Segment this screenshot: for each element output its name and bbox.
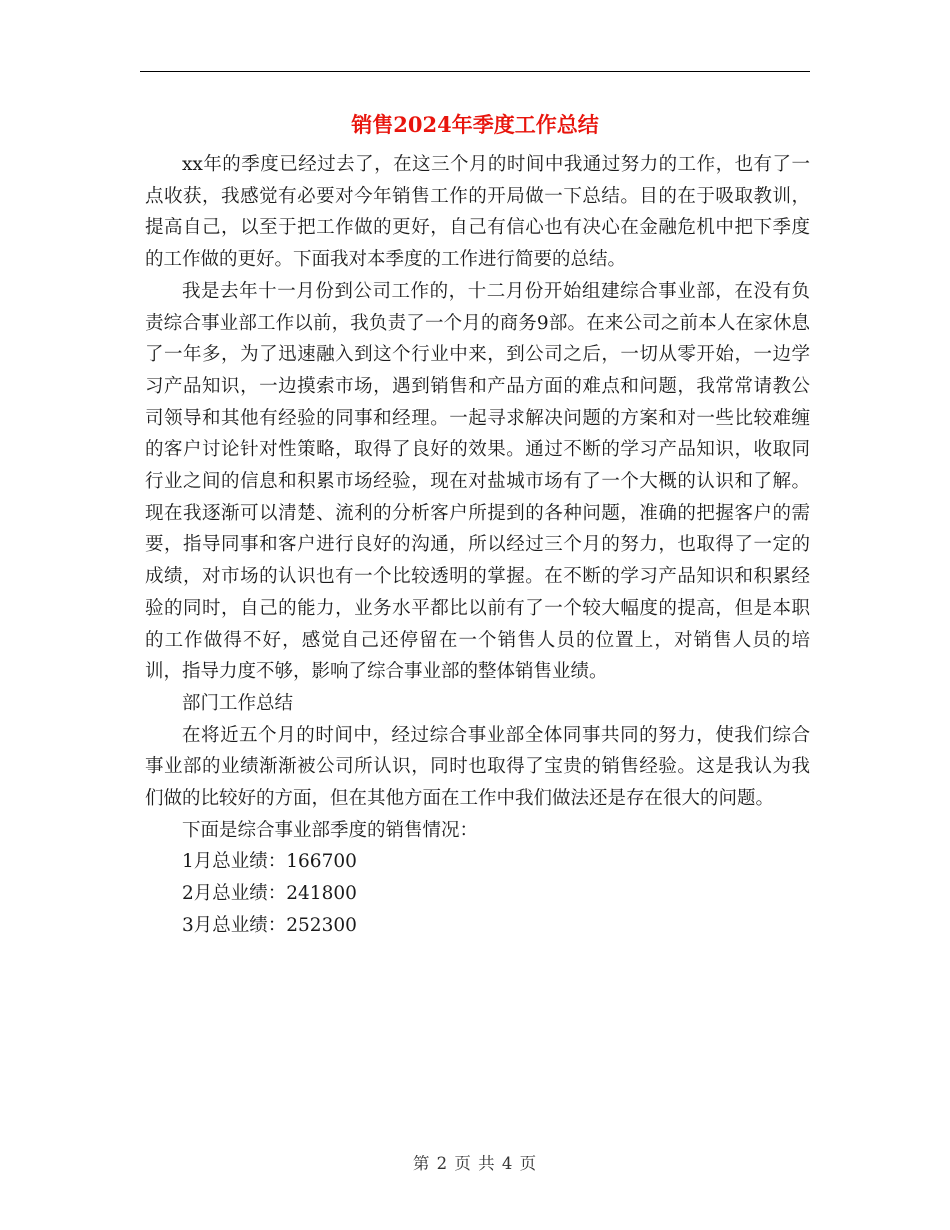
header-rule <box>140 71 810 72</box>
paragraph-department-review: 在将近五个月的时间中，经过综合事业部全体同事共同的努力，使我们综合事业部的业绩渐渐被公司所认识，同时也取得了宝贵的销售经验。这是我认为我们做的比较好的方面，但在其他方面在工作中我们做法还是存在很大的问题。 <box>145 724 810 810</box>
document-title: 销售2024年季度工作总结 <box>351 112 599 137</box>
sales-line-march: 3月总业绩：252300 <box>182 914 357 936</box>
page-number: 第 2 页 共 4 页 <box>412 1154 538 1173</box>
document-body <box>145 149 810 942</box>
section-heading-department: 部门工作总结 <box>182 692 294 714</box>
sales-line-january: 1月总业绩：166700 <box>182 851 357 873</box>
paragraph-sales-intro: 下面是综合事业部季度的销售情况： <box>182 819 479 841</box>
paragraph-personal-review: 我是去年十一月份到公司工作的，十二月份开始组建综合事业部，在没有负责综合事业部工作以前，我负责了一个月的商务9部。在来公司之前本人在家休息了一年多，为了迅速融入到这个行业中来，到公司之后，一切从零开始，一边学习产品知识，一边摸索市场，遇到销售和产品方面的难点和问题，我常常请教公司领导和其他有经验的同事和经理。一起寻求解决问题的方案和对一些比较难缠的客户讨论针对性策略，取得了良好的效果。通过不断的学习产品知识，收取同行业之间的信息和积累市场经验，现在对盐城市场有了一个大概的认识和了解。现在我逐渐可以清楚、流利的分析客户所提到的各种问题，准确的把握客户的需要，指导同事和客户进行良好的沟通，所以经过三个月的努力，也取得了一定的成绩，对市场的认识也有一个比较透明的掌握。在不断的学习产品知识和积累经验的同时，自己的能力，业务水平都比以前有了一个较大幅度的提高，但是本职的工作做得不好，感觉自己还停留在一个销售人员的位置上，对销售人员的培训，指导力度不够，影响了综合事业部的整体销售业绩。 <box>145 280 810 683</box>
paragraph-intro: xx年的季度已经过去了，在这三个月的时间中我通过努力的工作，也有了一点收获，我感觉有必要对今年销售工作的开局做一下总结。目的在于吸取教训，提高自己，以至于把工作做的更好，自己有信心也有决心在金融危机中把下季度的工作做的更好。下面我对本季度的工作进行简要的总结。 <box>145 154 810 271</box>
sales-line-february: 2月总业绩：241800 <box>182 883 357 905</box>
